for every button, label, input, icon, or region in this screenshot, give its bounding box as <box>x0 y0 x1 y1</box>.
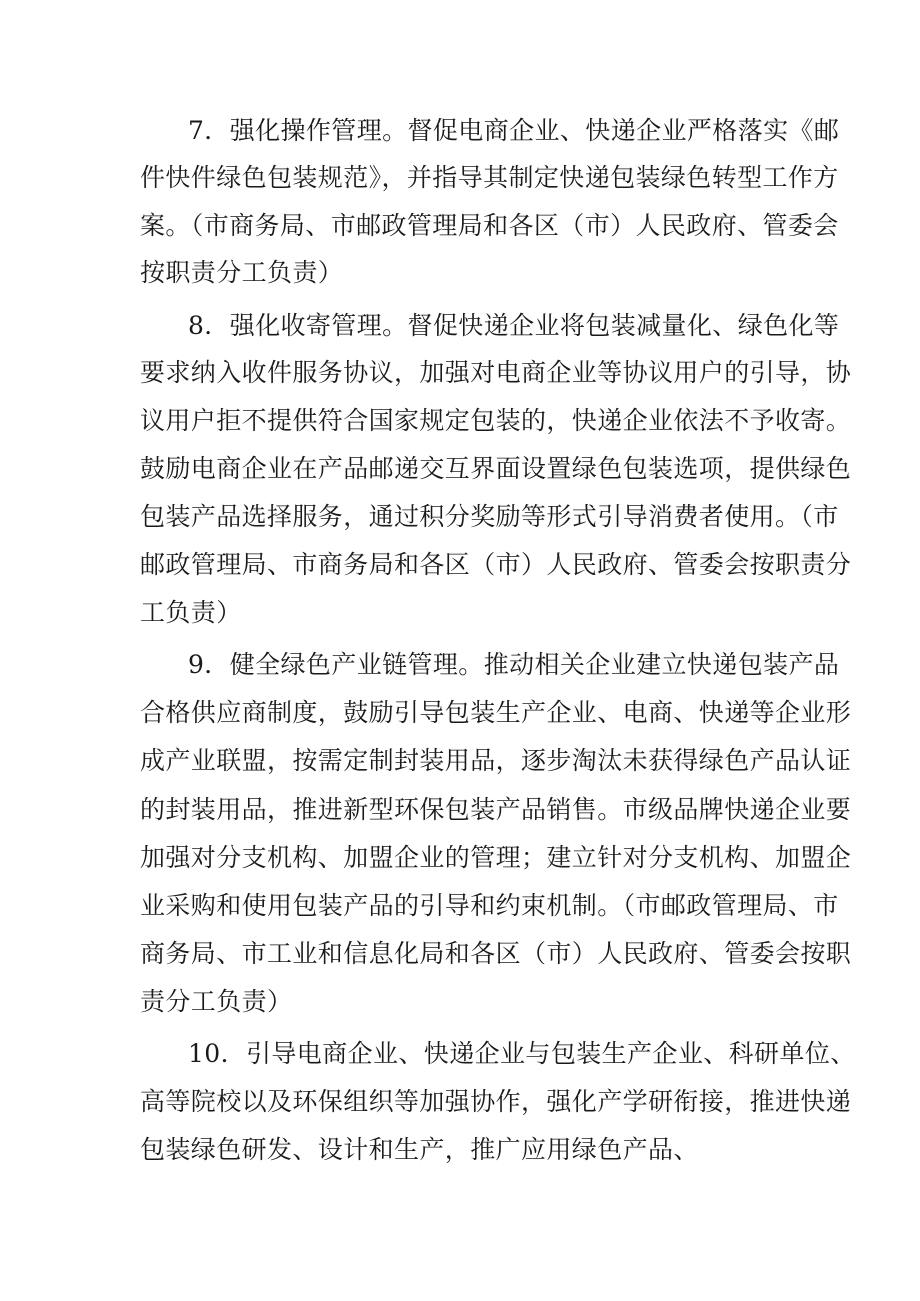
paragraph-7-line-3: 案。（市商务局、市邮政管理局和各区（市）人民政府、管委会 <box>140 211 839 240</box>
paragraph-7-line-2: 件快件绿色包装规范》，并指导其制定快递包装绿色转型工作方 <box>140 163 839 192</box>
paragraph-9-line-8: 责分工负责） <box>140 987 293 1016</box>
paragraph-7-line-1: 7．强化操作管理。督促电商企业、快递企业严格落实《邮 <box>188 116 840 145</box>
paragraph-9-line-2: 合格供应商制度，鼓励引导包装生产企业、电商、快递等企业形 <box>140 698 852 727</box>
paragraph-9-line-1: 9．健全绿色产业链管理。推动相关企业建立快递包装产品 <box>188 650 840 679</box>
paragraph-8-line-3: 议用户拒不提供符合国家规定包装的，快递企业依法不予收寄。 <box>140 406 852 435</box>
paragraph-9-line-4: 的封装用品，推进新型环保包装产品销售。市级品牌快递企业要 <box>140 795 852 824</box>
paragraph-9-line-6: 业采购和使用包装产品的引导和约束机制。（市邮政管理局、市 <box>140 891 839 920</box>
paragraph-8-line-6: 邮政管理局、市商务局和各区（市）人民政府、管委会按职责分 <box>140 550 852 579</box>
paragraph-9-line-3: 成产业联盟，按需定制封装用品，逐步淘汰未获得绿色产品认证 <box>140 746 852 775</box>
paragraph-10-line-3: 包装绿色研发、设计和生产，推广应用绿色产品、 <box>140 1135 699 1164</box>
paragraph-7-line-4: 按职责分工负责） <box>140 258 344 287</box>
paragraph-9-line-7: 商务局、市工业和信息化局和各区（市）人民政府、管委会按职 <box>140 939 852 968</box>
paragraph-10-line-2: 高等院校以及环保组织等加强协作，强化产学研衔接，推进快递 <box>140 1087 852 1116</box>
paragraph-10-line-1: 10．引导电商企业、快递企业与包装生产企业、科研单位、 <box>188 1039 856 1068</box>
paragraph-8-line-5: 包装产品选择服务，通过积分奖励等形式引导消费者使用。（市 <box>140 502 839 531</box>
paragraph-9-line-5: 加强对分支机构、加盟企业的管理；建立针对分支机构、加盟企 <box>140 843 852 872</box>
paragraph-8-line-7: 工负责） <box>140 598 242 627</box>
paragraph-8-line-4: 鼓励电商企业在产品邮递交互界面设置绿色包装选项，提供绿色 <box>140 454 852 483</box>
paragraph-8-line-1: 8．强化收寄管理。督促快递企业将包装减量化、绿色化等 <box>188 311 840 340</box>
paragraph-8-line-2: 要求纳入收件服务协议，加强对电商企业等协议用户的引导，协 <box>140 358 852 387</box>
